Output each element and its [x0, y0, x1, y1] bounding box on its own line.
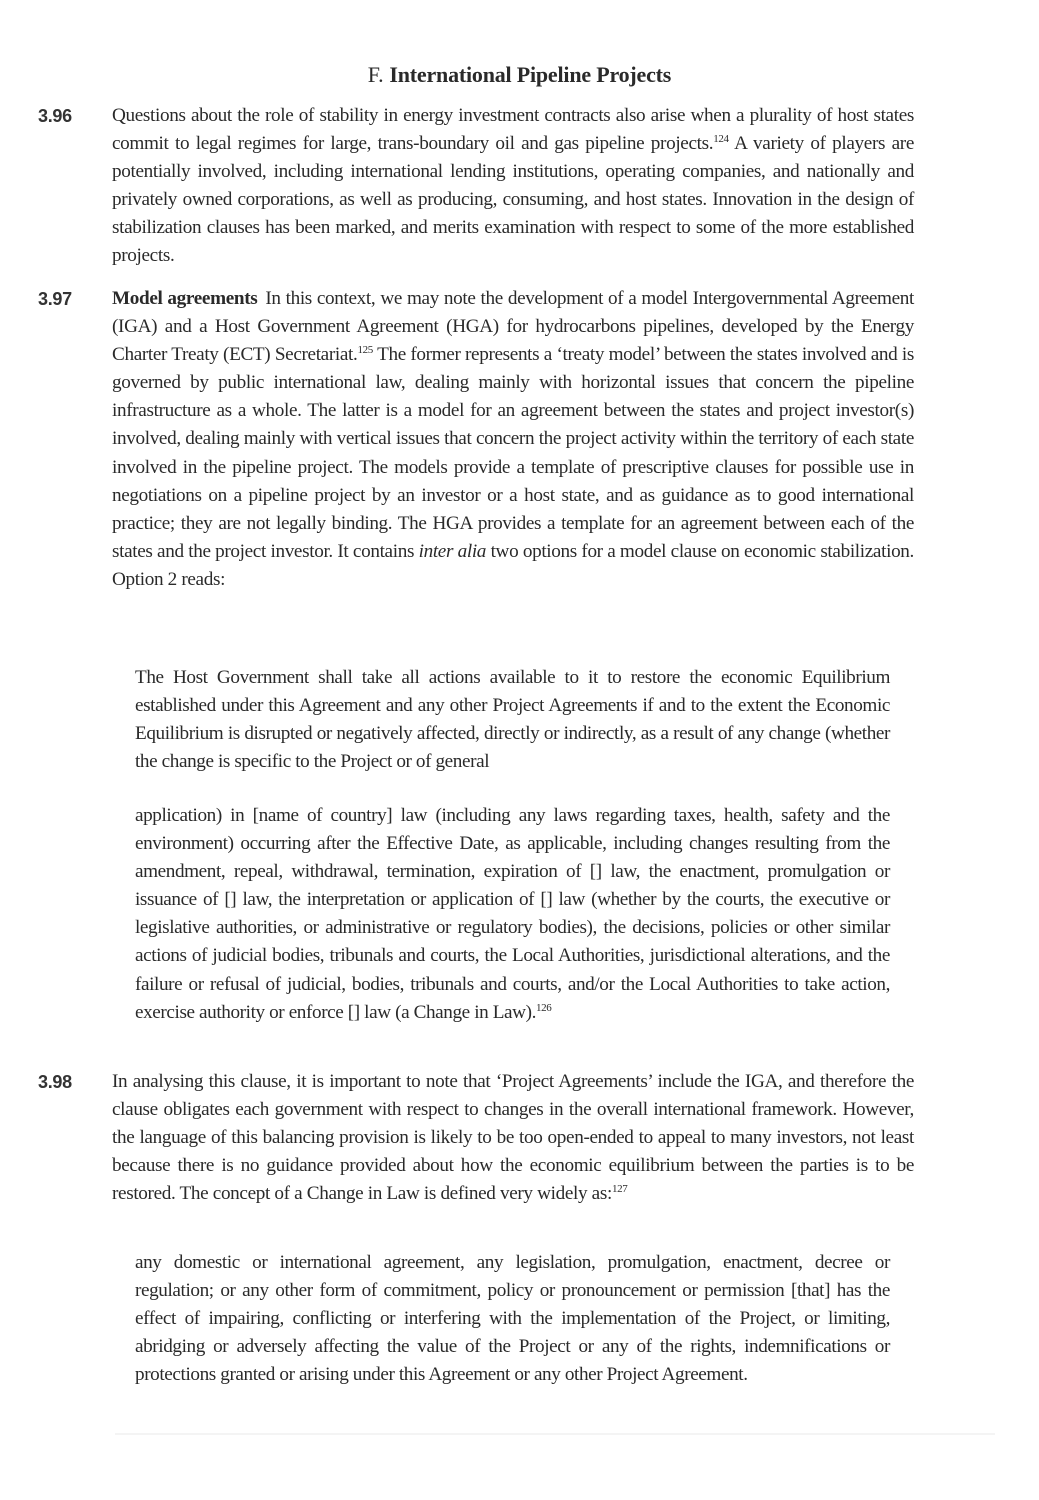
paragraph-text: two options for a model clause on economic stabilization. Option 2 reads: [112, 540, 914, 590]
footnote-ref[interactable]: 125 [357, 344, 373, 357]
footnote-ref[interactable]: 126 [536, 1001, 552, 1014]
quote-text: any domestic or international agreement, any legislation, promulgation, enactment, decree or regulation; or any other form of commitment, policy or pronouncement or permission [that] has the effect of impairing, conflicting or interfering with the implementation of the Project, or limiting, abridging or adversely affecting the value of the Project or any of the rights, indemnifications or protections granted or arising under this Agreement or any other Project Agreement. [135, 1252, 890, 1386]
paragraph-text: Questions about the role of stability in energy investment contracts also arise when a plurality of host states commit to legal regimes for large, trans-boundary oil and gas pipeline projects. [112, 105, 914, 155]
paragraph-3-97 [112, 285, 914, 594]
block-quote [135, 664, 890, 776]
block-quote-continued [135, 802, 890, 1027]
section-heading [0, 62, 1039, 88]
paragraph-text: A variety of players are potentially involved, including international lending institutions, operating companies, and nationally and privately owned corporations, as well as producing, consuming, and host states. Innovation in the design of stabilization clauses has been marked, and merits examination with respect to some of the more established projects. [112, 133, 914, 267]
block-quote-definition [135, 1249, 890, 1389]
quote-text: The Host Government shall take all actions available to it to restore the economic Equilibrium established under this Agreement and any other Project Agreements if and to the extent the Economic Equilibrium is disrupted or negatively affected, directly or indirectly, as a result of any change (whether the change is specific to the Project or of general [135, 667, 890, 773]
paragraph-number: 3.98 [38, 1072, 72, 1092]
paragraph-text: The former represents a ‘treaty model’ between the states involved and is governed by public international law, dealing mainly with horizontal issues that concern the pipeline infrastructure as a whole. The latter is a model for an agreement between the states and project investor(s) involved, dealing mainly with vertical issues that concern the project activity within the territory of each state involved in the pipeline project. The models provide a template of prescriptive clauses for possible use in negotiations on a pipeline project by an investor or a host state, and as guidance as to good international practice; they are not legally binding. The HGA provides a template for an agreement between each of the states and the project investor. It contains [112, 344, 915, 562]
section-letter: F. [367, 62, 384, 88]
footnote-ref[interactable]: 124 [713, 133, 729, 146]
paragraph-3-98 [112, 1068, 914, 1208]
page-divider [115, 1433, 995, 1435]
section-title: International Pipeline Projects [389, 62, 672, 88]
paragraph-lead-heading: Model agreements [112, 288, 258, 309]
paragraph-3-96 [112, 102, 914, 271]
italic-term: inter alia [418, 540, 487, 562]
paragraph-number: 3.97 [38, 289, 72, 309]
paragraph-text: In this context, we may note the development of a model Intergovernmental Agreement (IGA) and a Host Government Agreement (HGA) for hydrocarbons pipelines, developed by the Energy Charter Treaty (ECT) Secretariat. [112, 288, 915, 366]
footnote-ref[interactable]: 127 [611, 1183, 628, 1196]
paragraph-text: In analysing this clause, it is important to note that ‘Project Agreements’ include the IGA, and therefore the clause obligates each government with respect to changes in the overall international framework. However, the language of this balancing provision is likely to be too open-ended to appeal to many investors, not least because there is no guidance provided about how the economic equilibrium between the parties is to be restored. The concept of a Change in Law is defined very widely as: [112, 1071, 914, 1205]
paragraph-number: 3.96 [38, 106, 72, 126]
quote-text: application) in [name of country] law (including any laws regarding taxes, health, safety and the environment) occurring after the Effective Date, as applicable, including changes resulting from the amendment, repeal, withdrawal, termination, expiration of [] law, the enactment, promulgation or issuance of [] law, the interpretation or application of [] law (whether by the courts, the executive or legislative authorities, or administrative or regulatory bodies), the decisions, policies or other similar actions of judicial bodies, tribunals and courts, the Local Authorities, jurisdictional alterations, and the failure or refusal of judicial, bodies, tribunals and courts, and/or the Local Authorities to take action, exercise authority or enforce [] law (a Change in Law). [135, 805, 890, 1023]
